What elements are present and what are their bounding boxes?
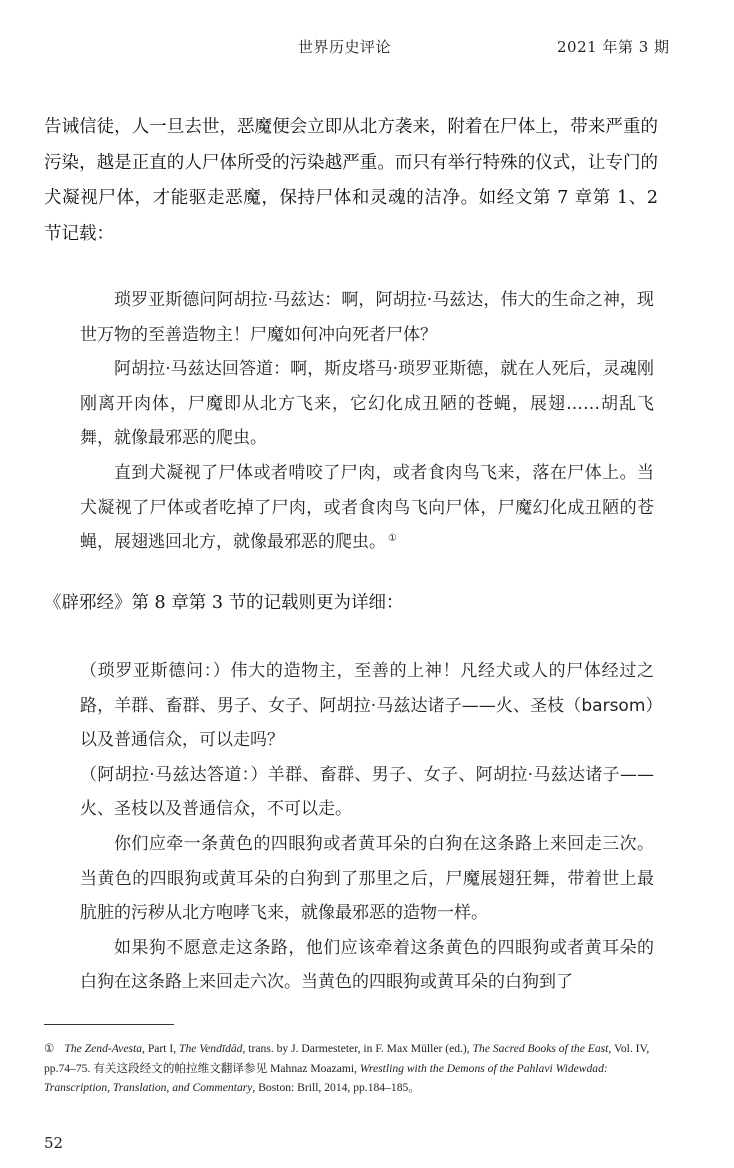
quote-2-paragraph-3: 你们应牵一条黄色的四眼狗或者黄耳朵的白狗在这条路上来回走三次。当黄色的四眼狗或黄耳朵的白狗到了那里之后，尸魔展翅狂舞，带着世上最肮脏的污秽从北方咆哮飞来，就像最邪恶的造物一样。	[80, 833, 654, 924]
running-header-issue: 2021 年第 3 期	[557, 38, 670, 56]
footnote	[44, 1039, 660, 1098]
body-paragraph-2: 《辟邪经》第 8 章第 3 节的记载则更为详细：	[44, 593, 404, 613]
footnote-title-vendidad: The Vendīdād	[179, 1042, 243, 1055]
footnote-title-sacred-books: The Sacred Books of the East	[472, 1042, 609, 1055]
quote-1-paragraph-3	[80, 456, 654, 560]
quote-1-paragraph-3-text: 直到犬凝视了尸体或者啃咬了尸肉，或者食肉鸟飞来，落在尸体上。当犬凝视了尸体或者吃掉了尸肉，或者食肉鸟飞向尸体，尸魔幻化成丑陋的苍蝇，展翅逃回北方，就像最邪恶的爬虫。	[80, 462, 654, 553]
footnote-title-zend-avesta: The Zend-Avesta	[64, 1042, 143, 1055]
footnote-text-4: , Boston: Brill, 2014, pp.184–185。	[252, 1081, 420, 1094]
footnote-title-wrestling: Wrestling with the Demons of the Pahlavi Widewdad: Transcription, Translation, and Commentary	[44, 1061, 608, 1094]
page-number: 52	[44, 1134, 64, 1152]
footnote-divider	[44, 1024, 174, 1025]
scripture-quote-2	[80, 654, 654, 1000]
footnote-text-1: , Part I,	[142, 1042, 180, 1055]
quote-2-paragraph-2: （阿胡拉·马兹达答道：）羊群、畜群、男子、女子、阿胡拉·马兹达诸子——火、圣枝以及普通信众，不可以走。	[80, 764, 654, 820]
footnote-mark: ①	[44, 1042, 55, 1055]
footnote-text-2: , trans. by J. Darmesteter, in F. Max Müller (ed.),	[242, 1042, 473, 1055]
body-paragraph-1: 告诫信徒，人一旦去世，恶魔便会立即从北方袭来，附着在尸体上，带来严重的污染，越是正直的人尸体所受的污染越严重。而只有举行特殊的仪式，让专门的犬凝视尸体，才能驱走恶魔，保持尸体和灵魂的洁净。如经文第 7 章第 1、2 节记载：	[44, 117, 658, 244]
scripture-quote-1	[80, 283, 654, 560]
footnote-reference[interactable]: ①	[388, 532, 397, 544]
footnote-text-3: , Vol. IV, pp.74–75. 有关这段经文的帕拉维文翻译参见 Mahnaz Moazami,	[44, 1042, 650, 1075]
quote-2-paragraph-4: 如果狗不愿意走这条路，他们应该牵着这条黄色的四眼狗或者黄耳朵的白狗在这条路上来回走六次。当黄色的四眼狗或黄耳朵的白狗到了	[80, 937, 654, 993]
quote-1-paragraph-1: 琐罗亚斯德问阿胡拉·马兹达：啊，阿胡拉·马兹达，伟大的生命之神，现世万物的至善造物主！尸魔如何冲向死者尸体？	[80, 290, 654, 345]
quote-1-paragraph-2: 阿胡拉·马兹达回答道：啊，斯皮塔马·琐罗亚斯德，就在人死后，灵魂刚刚离开肉体，尸魔即从北方飞来，它幻化成丑陋的苍蝇，展翅……胡乱飞舞，就像最邪恶的爬虫。	[80, 359, 654, 449]
quote-2-paragraph-1: （琐罗亚斯德问：）伟大的造物主，至善的上神！凡经犬或人的尸体经过之路，羊群、畜群、男子、女子、阿胡拉·马兹达诸子——火、圣枝（barsom）以及普通信众，可以走吗？	[80, 661, 654, 751]
running-header-journal: 世界历史评论	[298, 38, 392, 56]
